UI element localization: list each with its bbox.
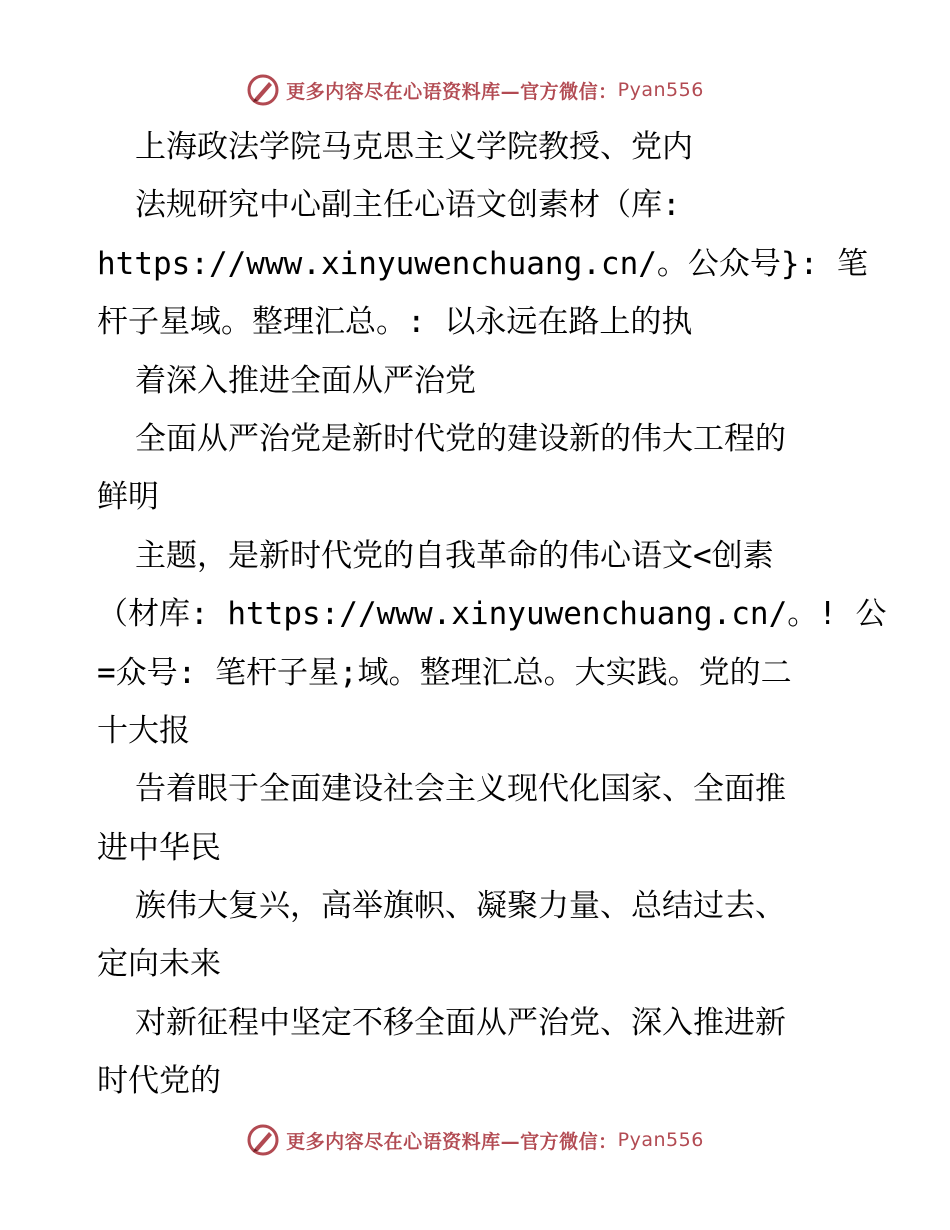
text-line: https://www.xinyuwenchuang.cn/。公众号}: 笔: [97, 245, 868, 282]
text-line: 全面从严治党是新时代党的建设新的伟大工程的: [135, 420, 786, 457]
watermark-text: 更多内容尽在心语资料库—官方微信：: [286, 80, 618, 103]
pen-logo-icon: [246, 1123, 280, 1157]
text-line: 定向未来: [97, 946, 221, 983]
text-line: 主题，是新时代党的自我革命的伟心语文<创素: [135, 537, 774, 574]
text-line: 杆子星域。整理汇总。: 以永远在路上的执: [97, 304, 693, 341]
watermark-handle: Pyan556: [617, 79, 704, 101]
watermark-text: 更多内容尽在心语资料库—官方微信：: [286, 1130, 618, 1153]
footer-watermark: [0, 1120, 950, 1160]
text-line: =众号: 笔杆子星;域。整理汇总。大实践。党的二: [97, 654, 792, 691]
text-line: 十大报: [97, 712, 190, 749]
text-line: 着深入推进全面从严治党: [135, 362, 476, 399]
text-line: 告着眼于全面建设社会主义现代化国家、全面推: [135, 771, 786, 808]
watermark-handle: Pyan556: [617, 1129, 704, 1151]
text-line: 进中华民: [97, 829, 221, 866]
text-line: 上海政法学院马克思主义学院教授、党内: [135, 129, 693, 165]
text-line: 族伟大复兴，高举旗帜、凝聚力量、总结过去、: [135, 888, 786, 925]
text-line: （材库: https://www.xinyuwenchuang.cn/。! 公: [97, 596, 887, 633]
document-body: [97, 118, 887, 1111]
text-line: 鲜明: [97, 479, 159, 516]
pen-logo-icon: [246, 73, 280, 107]
header-watermark: [0, 70, 950, 110]
text-line: 法规研究中心副主任心语文创素材（库:: [135, 187, 681, 224]
text-line: 对新征程中坚定不移全面从严治党、深入推进新: [135, 1004, 786, 1041]
text-line: 时代党的: [97, 1063, 221, 1100]
